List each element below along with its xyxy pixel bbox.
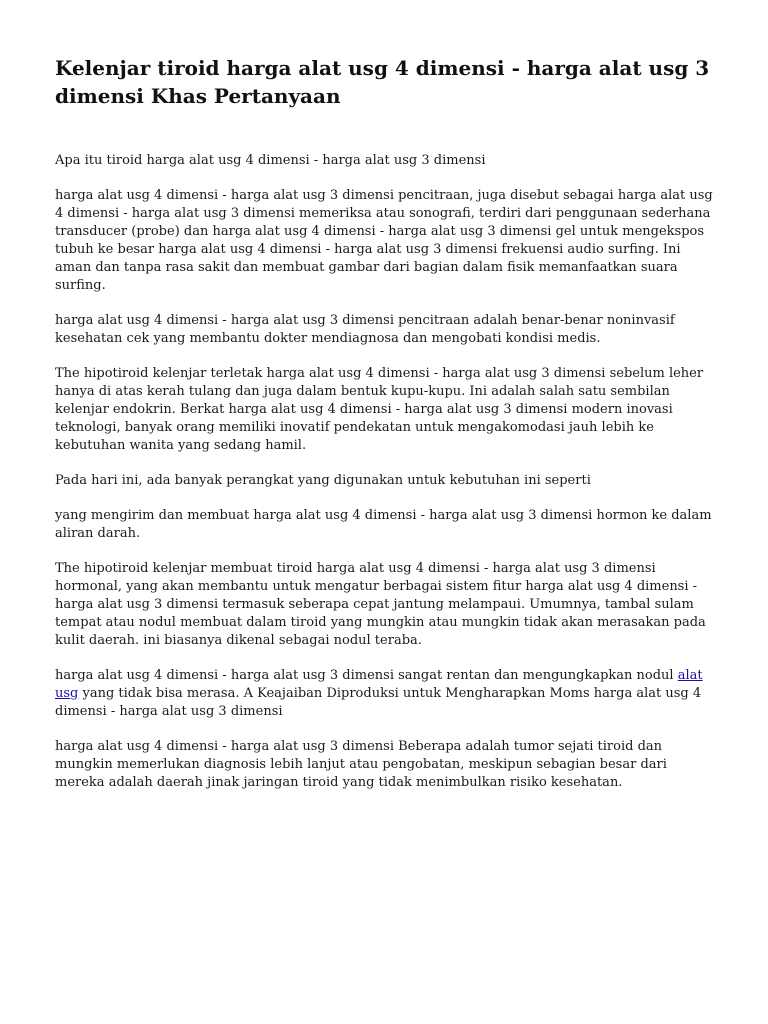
paragraph-thyroid-location: The hipotiroid kelenjar terletak harga alat usg 4 dimensi - harga alat usg 3 dimensi sebelum leher hanya di atas kerah tulang dan juga dalam bentuk kupu-kupu. Ini adalah salah satu sembilan kelenjar endokrin. Berkat harga alat usg 4 dimensi - harga alat usg 3 dimensi modern inovasi teknologi, banyak orang memiliki inovatif pendekatan untuk mengakomodasi jauh lebih ke kebutuhan wanita yang sedang hamil.	[55, 366, 704, 453]
alat-usg-link[interactable]: alat usg	[55, 668, 703, 701]
paragraph-hormone-release: yang mengirim dan membuat harga alat usg 4 dimensi - harga alat usg 3 dimensi hormon ke dalam aliran darah.	[55, 508, 712, 541]
paragraph-text-after-link: yang tidak bisa merasa. A Keajaiban Diproduksi untuk Mengharapkan Moms harga alat usg 4 dimensi - harga alat usg 3 dimensi	[55, 686, 702, 719]
paragraph-noninvasive: harga alat usg 4 dimensi - harga alat usg 3 dimensi pencitraan adalah benar-benar noninvasif kesehatan cek yang membantu dokter mendiagnosa dan mengobati kondisi medis.	[55, 313, 675, 346]
paragraph-intro-question: Apa itu tiroid harga alat usg 4 dimensi - harga alat usg 3 dimensi	[55, 153, 486, 168]
paragraph-nodule-detection	[55, 667, 720, 721]
paragraph-devices: Pada hari ini, ada banyak perangkat yang digunakan untuk kebutuhan ini seperti	[55, 473, 591, 488]
paragraph-imaging-definition: harga alat usg 4 dimensi - harga alat usg 3 dimensi pencitraan, juga disebut sebagai harga alat usg 4 dimensi - harga alat usg 3 dimensi memeriksa atau sonografi, terdiri dari penggunaan sederhana transducer (probe) dan harga alat usg 4 dimensi - harga alat usg 3 dimensi gel untuk mengekspos tubuh ke besar harga alat usg 4 dimensi - harga alat usg 3 dimensi frekuensi audio surfing. Ini aman dan tanpa rasa sakit dan membuat gambar dari bagian dalam fisik memanfaatkan suara surfing.	[55, 188, 713, 293]
page-title: Kelenjar tiroid harga alat usg 4 dimensi - harga alat usg 3 dimensi Khas Pertanyaan	[55, 56, 710, 108]
document-page	[55, 54, 720, 809]
paragraph-text-before-link: harga alat usg 4 dimensi - harga alat usg 3 dimensi sangat rentan dan mengungkapkan nodul	[55, 668, 678, 683]
paragraph-thyroid-hormones: The hipotiroid kelenjar membuat tiroid harga alat usg 4 dimensi - harga alat usg 3 dimensi hormonal, yang akan membantu untuk mengatur berbagai sistem fitur harga alat usg 4 dimensi - harga alat usg 3 dimensi termasuk seberapa cepat jantung melampaui. Umumnya, tambal sulam tempat atau nodul membuat dalam tiroid yang mungkin atau mungkin tidak akan merasakan pada kulit daerah. ini biasanya dikenal sebagai nodul teraba.	[55, 561, 706, 648]
paragraph-tumor-info: harga alat usg 4 dimensi - harga alat usg 3 dimensi Beberapa adalah tumor sejati tiroid dan mungkin memerlukan diagnosis lebih lanjut atau pengobatan, meskipun sebagian besar dari mereka adalah daerah jinak jaringan tiroid yang tidak menimbulkan risiko kesehatan.	[55, 739, 667, 790]
